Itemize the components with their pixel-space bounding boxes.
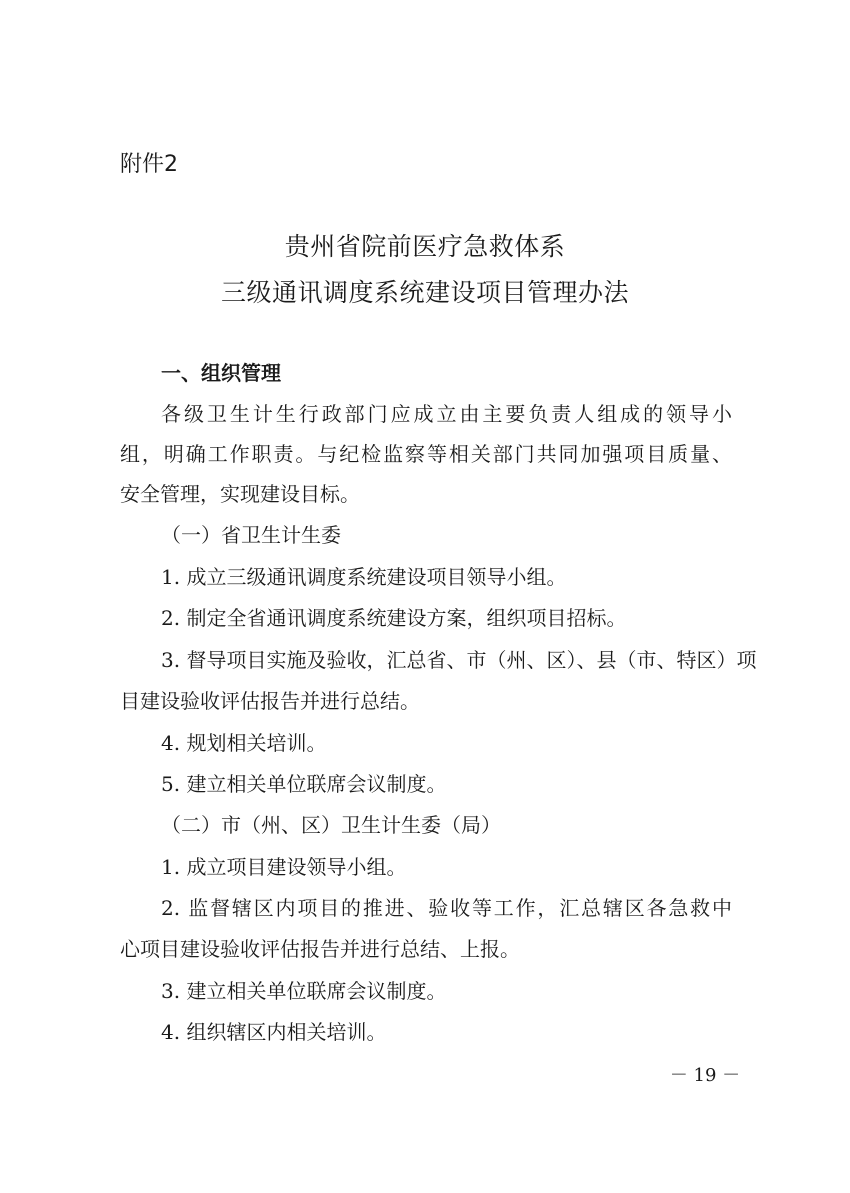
subsection-heading: （二）市（州、区）卫生计生委（局）	[161, 813, 501, 837]
document-title-line-2: 三级通讯调度系统建设项目管理办法	[220, 278, 629, 307]
list-item: 5. 建立相关单位联席会议制度。	[161, 772, 447, 796]
list-item: 1. 成立三级通讯调度系统建设项目领导小组。	[161, 565, 567, 589]
attachment-label: 附件2	[120, 152, 178, 177]
page-number: － 19 －	[669, 1065, 741, 1086]
list-item: 3. 建立相关单位联席会议制度。	[161, 979, 447, 1003]
paragraph-line: 组，明确工作职责。与纪检监察等相关部门共同加强项目质量、	[120, 442, 732, 466]
list-item-continuation: 目建设验收评估报告并进行总结。	[120, 689, 420, 713]
list-item: 3. 督导项目实施及验收，汇总省、市（州、区）、县（市、特区）项	[161, 648, 757, 672]
section-heading: 一、组织管理	[161, 361, 281, 385]
list-item: 1. 成立项目建设领导小组。	[161, 855, 407, 879]
list-item: 4. 组织辖区内相关培训。	[161, 1020, 387, 1044]
subsection-heading: （一）省卫生计生委	[161, 523, 341, 547]
list-item-continuation: 心项目建设验收评估报告并进行总结、上报。	[120, 937, 520, 961]
document-title-line-1: 贵州省院前医疗急救体系	[284, 232, 566, 261]
list-item: 2. 监督辖区内项目的推进、验收等工作，汇总辖区各急救中	[161, 896, 732, 920]
list-item: 4. 规划相关培训。	[161, 731, 327, 755]
list-item: 2. 制定全省通讯调度系统建设方案，组织项目招标。	[161, 606, 627, 630]
paragraph-line: 安全管理，实现建设目标。	[120, 482, 360, 506]
paragraph-line: 各级卫生计生行政部门应成立由主要负责人组成的领导小	[161, 402, 732, 426]
